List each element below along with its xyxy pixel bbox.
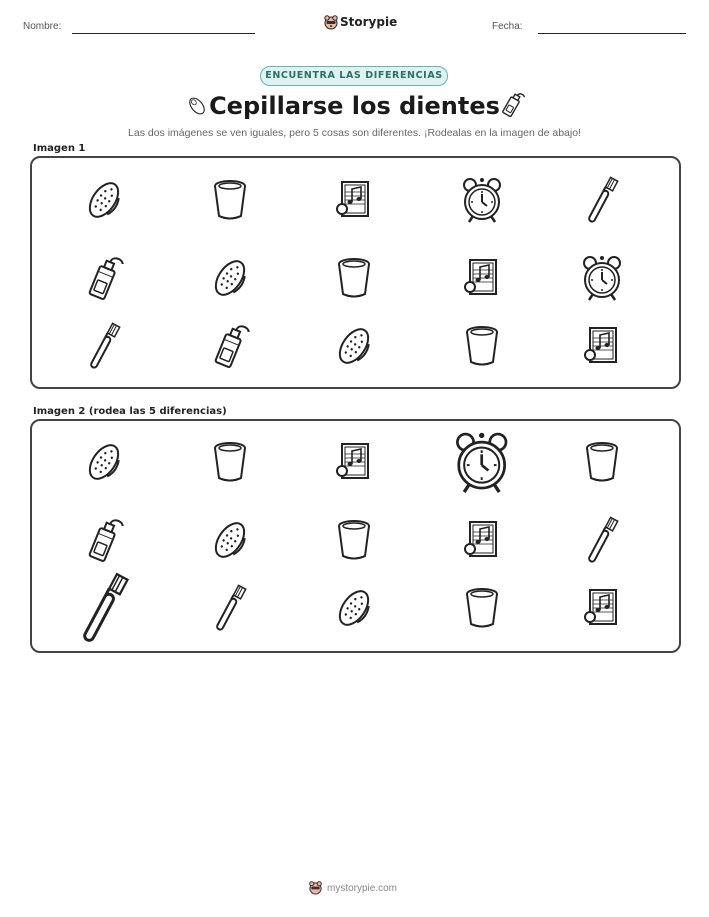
brush-icon[interactable] bbox=[332, 584, 376, 632]
alarm-clock-icon bbox=[460, 176, 504, 224]
name-label: Nombre: bbox=[23, 21, 62, 32]
cup-icon[interactable] bbox=[580, 438, 624, 486]
music-card-icon bbox=[580, 322, 624, 370]
cup-icon bbox=[208, 176, 252, 224]
toothbrush-icon bbox=[82, 322, 126, 370]
toothpaste-icon bbox=[208, 322, 252, 370]
instructions: Las dos imágenes se ven iguales, pero 5 cosas son diferentes. ¡Rodealas en la imagen de abajo! bbox=[128, 127, 581, 139]
name-line[interactable] bbox=[72, 33, 255, 34]
brush-icon[interactable] bbox=[82, 438, 126, 486]
cup-icon[interactable] bbox=[332, 516, 376, 564]
date-label: Fecha: bbox=[492, 21, 523, 32]
toothbrush-icon[interactable] bbox=[580, 516, 624, 564]
music-card-icon bbox=[460, 254, 504, 302]
page-title: Cepillarse los dientes bbox=[209, 92, 500, 120]
music-card-icon[interactable] bbox=[332, 438, 376, 486]
music-card-icon[interactable] bbox=[580, 584, 624, 632]
toothbrush-icon[interactable] bbox=[71, 572, 137, 644]
footer-url[interactable]: mystorypie.com bbox=[327, 883, 398, 894]
activity-badge: ENCUENTRA LAS DIFERENCIAS bbox=[260, 66, 448, 86]
music-card-icon bbox=[332, 176, 376, 224]
cup-icon bbox=[460, 322, 504, 370]
toothbrush-icon[interactable] bbox=[208, 584, 252, 632]
cup-icon[interactable] bbox=[208, 438, 252, 486]
music-card-icon[interactable] bbox=[460, 516, 504, 564]
storypie-logo-icon bbox=[323, 14, 339, 30]
toothbrush-icon bbox=[580, 176, 624, 224]
toothpaste-icon bbox=[82, 254, 126, 302]
toothpaste-icon[interactable] bbox=[82, 516, 126, 564]
brush-icon[interactable] bbox=[208, 516, 252, 564]
alarm-clock-icon bbox=[580, 254, 624, 302]
cup-icon bbox=[332, 254, 376, 302]
cup-icon[interactable] bbox=[460, 584, 504, 632]
alarm-clock-icon[interactable] bbox=[452, 430, 511, 495]
section1-label: Imagen 1 bbox=[33, 143, 86, 154]
title-toothpaste-icon bbox=[497, 88, 527, 122]
brush-icon bbox=[208, 254, 252, 302]
brand-name: Storypie bbox=[340, 15, 398, 29]
brush-icon bbox=[332, 322, 376, 370]
brush-icon bbox=[82, 176, 126, 224]
footer-logo-icon bbox=[308, 880, 323, 895]
section2-label: Imagen 2 (rodea las 5 diferencias) bbox=[33, 406, 227, 417]
date-line[interactable] bbox=[538, 33, 686, 34]
